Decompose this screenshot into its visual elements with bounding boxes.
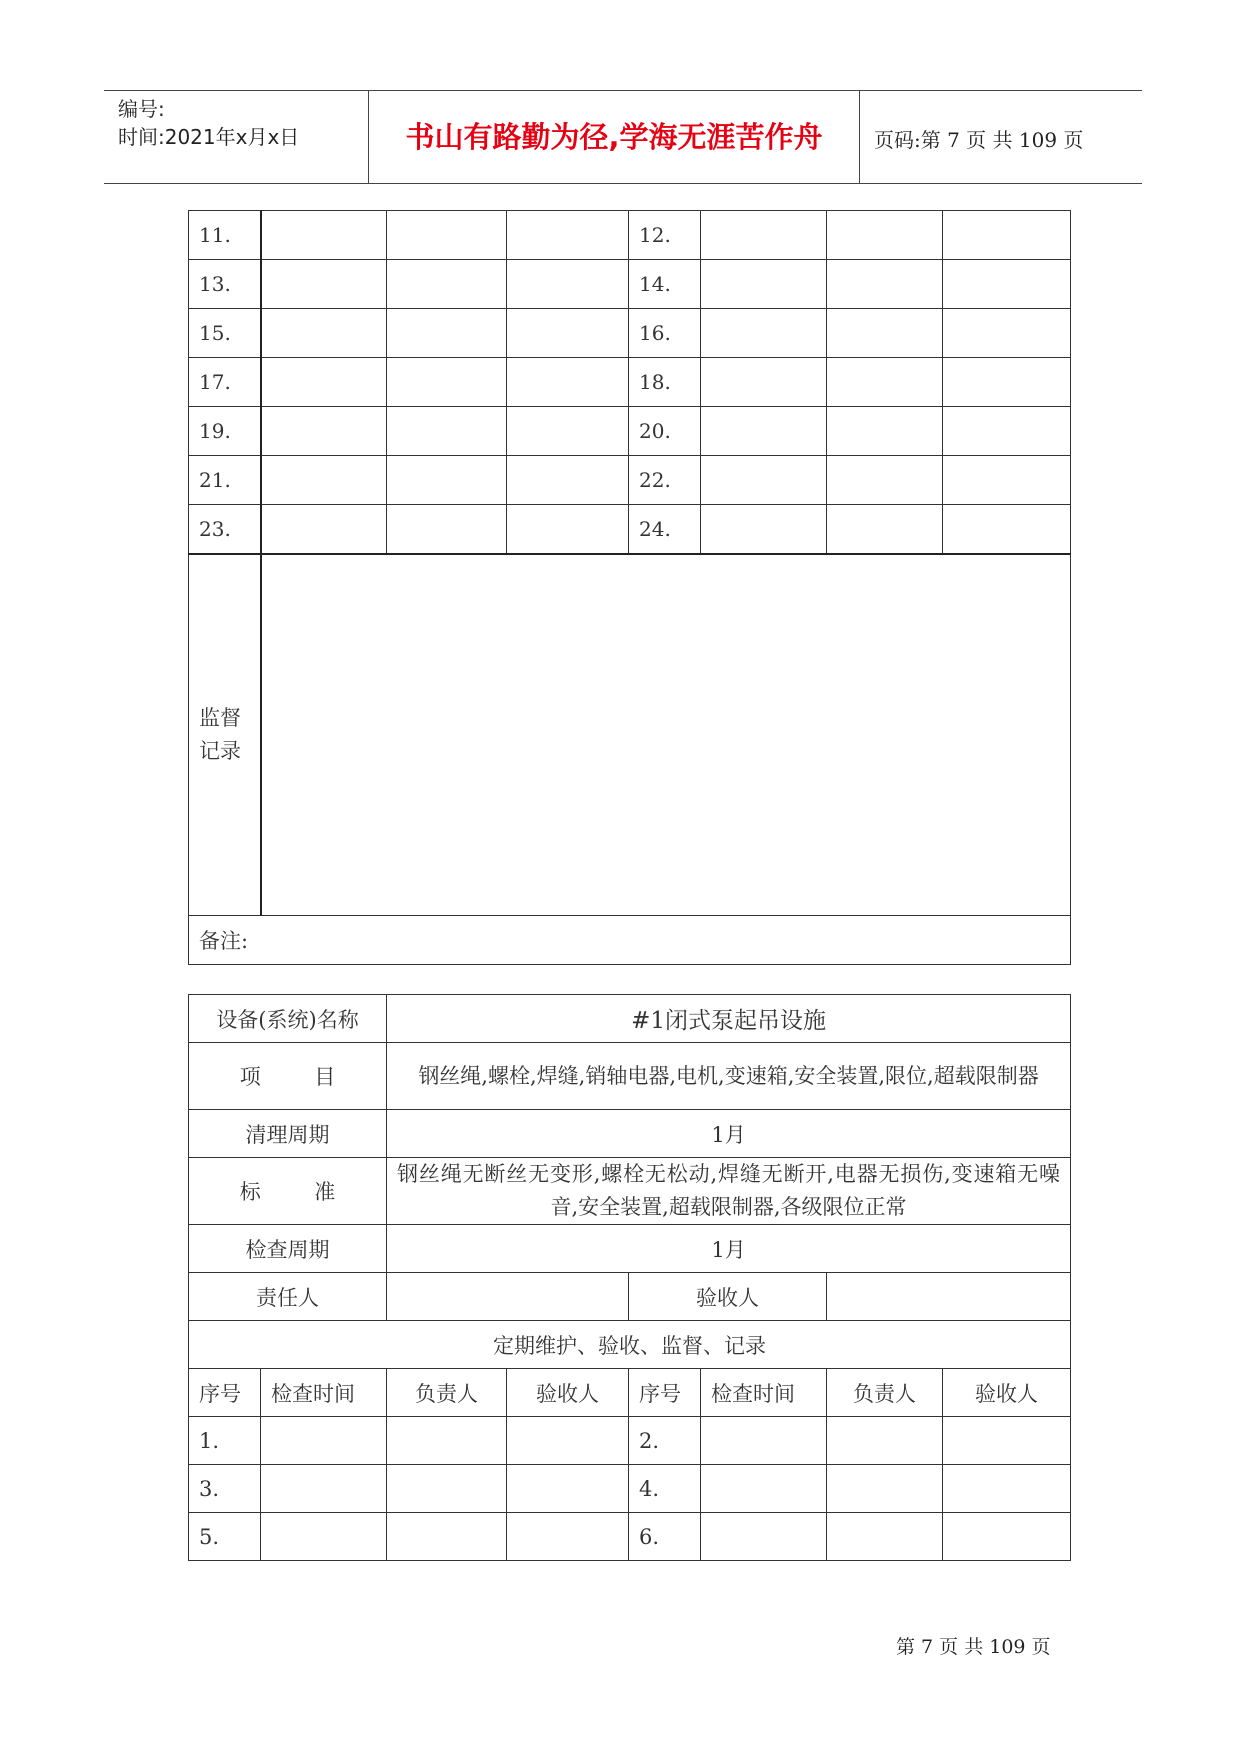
responsible-cell[interactable]: [387, 1417, 507, 1465]
serial-cell: 12.: [629, 211, 701, 260]
acceptor-cell[interactable]: [943, 456, 1071, 505]
item-label: 项 目: [189, 1043, 387, 1110]
check-time-cell[interactable]: [701, 1417, 827, 1465]
check-time-cell[interactable]: [261, 505, 387, 555]
acceptor-cell[interactable]: [507, 1465, 629, 1513]
table-row: [189, 1417, 1071, 1465]
item-value: 钢丝绳,螺栓,焊缝,销轴电器,电机,变速箱,安全装置,限位,超载限制器: [387, 1043, 1071, 1110]
column-header-serial: 序号: [189, 1369, 261, 1417]
header-motto-cell: [368, 91, 860, 183]
serial-cell: 20.: [629, 407, 701, 456]
column-header-responsible: 负责人: [827, 1369, 943, 1417]
check-time-cell[interactable]: [701, 407, 827, 456]
acceptor-cell[interactable]: [943, 1417, 1071, 1465]
column-header-acceptor: 验收人: [943, 1369, 1071, 1417]
item-row: [189, 1043, 1071, 1110]
acceptor-cell[interactable]: [943, 358, 1071, 407]
acceptor-cell[interactable]: [507, 260, 629, 309]
check-time-cell[interactable]: [701, 505, 827, 555]
responsible-cell[interactable]: [827, 309, 943, 358]
acceptor-cell[interactable]: [943, 260, 1071, 309]
page-footer: 第 7 页 共 109 页: [896, 1636, 1051, 1658]
check-time-cell[interactable]: [261, 211, 387, 260]
equipment-maintenance-table: [188, 994, 1071, 1561]
responsible-cell[interactable]: [827, 358, 943, 407]
column-header-serial: 序号: [629, 1369, 701, 1417]
clean-cycle-label: 清理周期: [189, 1110, 387, 1158]
acceptor-cell[interactable]: [943, 1465, 1071, 1513]
acceptor-cell[interactable]: [507, 505, 629, 555]
standard-value: 钢丝绳无断丝无变形,螺栓无松动,焊缝无断开,电器无损伤,变速箱无噪音,安全装置,超载限制器,各级限位正常: [387, 1158, 1071, 1225]
serial-cell: 19.: [189, 407, 261, 456]
check-time-cell[interactable]: [701, 1513, 827, 1561]
acceptor-cell[interactable]: [507, 1417, 629, 1465]
check-cycle-row: [189, 1225, 1071, 1273]
responsible-cell[interactable]: [387, 1513, 507, 1561]
clean-cycle-row: [189, 1110, 1071, 1158]
responsible-cell[interactable]: [827, 1513, 943, 1561]
check-cycle-value: 1月: [387, 1225, 1071, 1273]
check-time-cell[interactable]: [701, 1465, 827, 1513]
serial-cell: 1.: [189, 1417, 261, 1465]
check-time-cell[interactable]: [261, 358, 387, 407]
check-time-cell[interactable]: [261, 1465, 387, 1513]
serial-cell: 13.: [189, 260, 261, 309]
check-time-cell[interactable]: [701, 456, 827, 505]
remarks-field[interactable]: 备注:: [189, 916, 1071, 965]
acceptor-cell[interactable]: [507, 358, 629, 407]
column-header-acceptor: 验收人: [507, 1369, 629, 1417]
acceptor-cell[interactable]: [943, 1513, 1071, 1561]
serial-cell: 6.: [629, 1513, 701, 1561]
check-time-cell[interactable]: [701, 309, 827, 358]
column-header-check-time: 检查时间: [261, 1369, 387, 1417]
responsible-cell[interactable]: [827, 1465, 943, 1513]
serial-cell: 22.: [629, 456, 701, 505]
responsible-cell[interactable]: [827, 456, 943, 505]
acceptor-cell[interactable]: [943, 505, 1071, 555]
responsible-cell[interactable]: [387, 505, 507, 555]
check-cycle-label: 检查周期: [189, 1225, 387, 1273]
responsible-cell[interactable]: [387, 358, 507, 407]
serial-cell: 3.: [189, 1465, 261, 1513]
column-header-row: [189, 1369, 1071, 1417]
supervision-record-area[interactable]: [261, 554, 1071, 916]
serial-cell: 18.: [629, 358, 701, 407]
responsible-cell[interactable]: [387, 211, 507, 260]
equipment-name-value: #1闭式泵起吊设施: [387, 995, 1071, 1043]
serial-cell: 21.: [189, 456, 261, 505]
responsible-cell[interactable]: [387, 309, 507, 358]
acceptor-cell[interactable]: [943, 309, 1071, 358]
section-title-row: [189, 1321, 1071, 1369]
column-header-responsible: 负责人: [387, 1369, 507, 1417]
supervision-record-label: 监督记录: [189, 554, 261, 916]
equipment-name-row: [189, 995, 1071, 1043]
responsible-cell[interactable]: [827, 1417, 943, 1465]
acceptor-field[interactable]: [827, 1273, 1071, 1321]
acceptor-cell[interactable]: [507, 456, 629, 505]
table-row: [189, 358, 1071, 407]
check-time-cell[interactable]: [701, 211, 827, 260]
check-time-cell[interactable]: [261, 407, 387, 456]
serial-cell: 15.: [189, 309, 261, 358]
table-row: [189, 211, 1071, 260]
acceptor-cell[interactable]: [943, 211, 1071, 260]
responsible-cell[interactable]: [387, 260, 507, 309]
responsible-cell[interactable]: [387, 456, 507, 505]
check-time-cell[interactable]: [261, 1417, 387, 1465]
check-time-cell[interactable]: [261, 309, 387, 358]
serial-cell: 17.: [189, 358, 261, 407]
table-row: [189, 260, 1071, 309]
serial-cell: 24.: [629, 505, 701, 555]
supervision-row: [189, 554, 1071, 916]
responsible-person-field[interactable]: [387, 1273, 629, 1321]
acceptor-cell[interactable]: [507, 1513, 629, 1561]
serial-cell: 11.: [189, 211, 261, 260]
equipment-name-label: 设备(系统)名称: [189, 995, 387, 1043]
table-row: [189, 1465, 1071, 1513]
serial-cell: 2.: [629, 1417, 701, 1465]
table-row: [189, 1513, 1071, 1561]
page-header: [104, 90, 1142, 184]
table-row: [189, 505, 1071, 555]
header-motto: 书山有路勤为径,学海无涯苦作舟: [405, 120, 823, 154]
serial-cell: 16.: [629, 309, 701, 358]
serial-cell: 5.: [189, 1513, 261, 1561]
document-number-label: 编号:: [118, 97, 165, 121]
check-time-cell[interactable]: [701, 260, 827, 309]
acceptor-cell[interactable]: [507, 407, 629, 456]
table-row: [189, 309, 1071, 358]
acceptor-label: 验收人: [629, 1273, 827, 1321]
header-page-cell: [860, 91, 1142, 183]
serial-cell: 4.: [629, 1465, 701, 1513]
document-time-label: 时间:2021年x月x日: [118, 125, 300, 149]
standard-row: [189, 1158, 1071, 1225]
serial-cell: 23.: [189, 505, 261, 555]
responsible-cell[interactable]: [827, 505, 943, 555]
serial-cell: 14.: [629, 260, 701, 309]
header-page-number: 页码:第 7 页 共 109 页: [874, 128, 1084, 152]
remarks-row: [189, 916, 1071, 965]
standard-label: 标 准: [189, 1158, 387, 1225]
maintenance-section-title: 定期维护、验收、监督、记录: [189, 1321, 1071, 1369]
check-time-cell[interactable]: [261, 260, 387, 309]
responsible-cell[interactable]: [827, 211, 943, 260]
responsible-cell[interactable]: [827, 260, 943, 309]
header-meta: [104, 91, 368, 183]
record-table-continued: [188, 210, 1071, 965]
acceptor-cell[interactable]: [507, 309, 629, 358]
table-row: [189, 407, 1071, 456]
table-row: [189, 456, 1071, 505]
responsible-person-label: 责任人: [189, 1273, 387, 1321]
acceptor-cell[interactable]: [943, 407, 1071, 456]
responsibility-row: [189, 1273, 1071, 1321]
clean-cycle-value: 1月: [387, 1110, 1071, 1158]
responsible-cell[interactable]: [827, 407, 943, 456]
check-time-cell[interactable]: [701, 358, 827, 407]
responsible-cell[interactable]: [387, 1465, 507, 1513]
check-time-cell[interactable]: [261, 456, 387, 505]
column-header-check-time: 检查时间: [701, 1369, 827, 1417]
responsible-cell[interactable]: [387, 407, 507, 456]
check-time-cell[interactable]: [261, 1513, 387, 1561]
acceptor-cell[interactable]: [507, 211, 629, 260]
